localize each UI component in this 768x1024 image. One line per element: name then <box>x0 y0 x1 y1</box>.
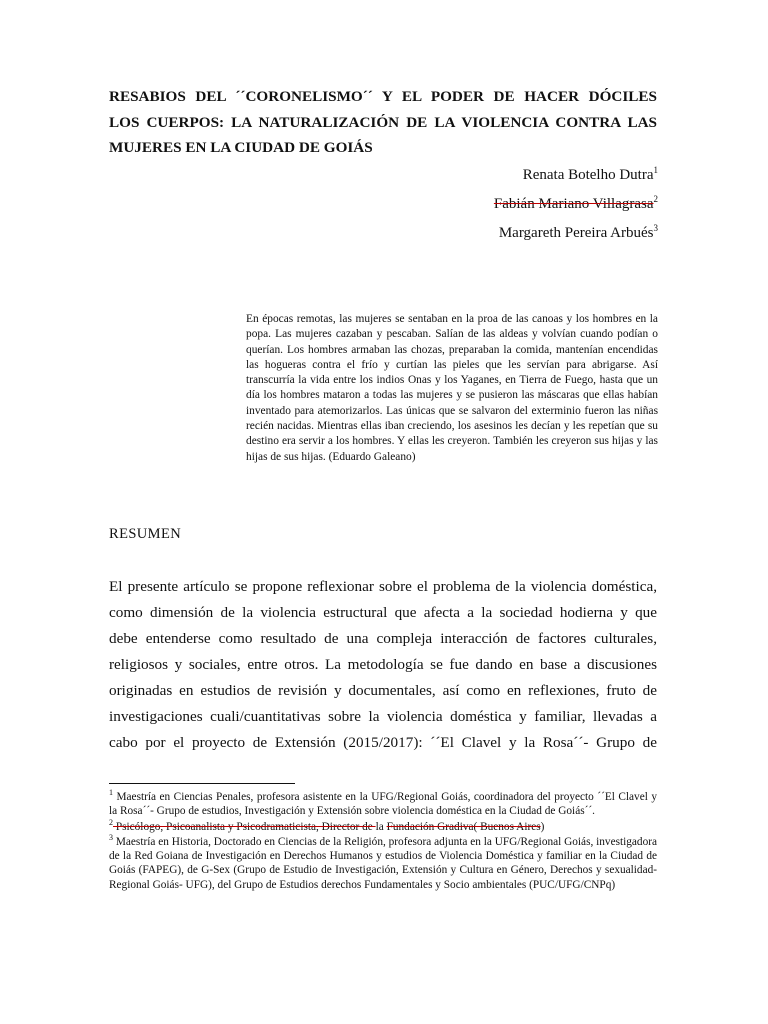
footnote-text: Maestría en Historia, Doctorado en Ciencias de la Religión, profesora adjunta en la UFG/Regional Goiás, investigadora de la Red Goiana de Investigación en Derechos Humanos y estudios de Violencia Doméstica y familiar en la Ciudad de Goiás (FAPEG), de G-Sex (Grupo de Estudio de Investigación, Extensión y Cultura en Género, Derechos y sexualidad- Regional Goiás- UFG), del Grupo de Estudios derechos Fundamentales y Socio ambientales (PUC/UFG/CNPq) <box>109 835 657 891</box>
epigraph-quote: En épocas remotas, las mujeres se sentaban en la proa de las canoas y los hombres en la popa. Las mujeres cazaban y pescaban. Salían de las aldeas y volvían cuando podían o querían. Los hombres armaban las chozas, preparaban la comida, mantenían encendidas las hogueras contra el frío y curtían las pieles que les servían para abrigarse. Así transcurría la vida entre los indios Onas y los Yaganes, en Tierra de Fuego, hasta que un día los hombres mataron a todas las mujeres y se pusieron las máscaras que ellas habían inventado para atemorizarlos. Las únicas que se salvaron del exterminio fueron las niñas recién nacidas. Mientras ellas iban creciendo, los asesinos les decían y les repetían que su destino era servir a los hombres. Y ellas les creyeron. También les creyeron sus hijas y las hijas de sus hijas. (Eduardo Galeano) <box>246 313 658 463</box>
footnote-1 <box>109 790 657 819</box>
body-line: cabo por el proyecto de Extensión (2015/2017): ´´El Clavel y la Rosa´´- Grupo de <box>109 734 657 751</box>
body-line: religiosos y sociales, entre otros. La metodología se fue dando en base a discusiones <box>109 656 657 673</box>
title-line-2: LOS CUERPOS: LA NATURALIZACIÓN DE LA VIOLENCIA CONTRA LAS <box>109 113 657 131</box>
title-line-3: MUJERES EN LA CIUDAD DE GOIÁS <box>109 139 373 156</box>
paper-title <box>109 84 657 161</box>
footnote-mark[interactable]: 1 <box>653 165 658 175</box>
body-line: El presente artículo se propone reflexionar sobre el problema de la violencia doméstica, <box>109 578 657 595</box>
footnote-3 <box>109 835 657 892</box>
footnote-text: ) <box>540 820 545 833</box>
title-line-1: RESABIOS DEL ´´CORONELISMO´´ Y EL PODER DE HACER DÓCILES <box>109 88 657 105</box>
body-line: como dimensión de la violencia estructural que afecta a la sociedad hodierna y que <box>109 604 657 621</box>
footnote-number: 3 <box>109 833 113 843</box>
footnote-text: la <box>375 820 387 833</box>
author-list <box>400 161 658 248</box>
footnote-text-struck: Fundación Gradiva( Buenos Aires <box>386 820 541 833</box>
footnotes <box>109 790 657 893</box>
author-name: Renata Botelho Dutra <box>522 167 654 183</box>
footnote-2 <box>109 817 657 834</box>
abstract-body <box>109 574 657 756</box>
author-3 <box>400 219 658 248</box>
footnote-text-struck: Psicólogo, Psicoanalista y Psicodramaticista, Director de <box>113 820 376 833</box>
author-name: Fabián Mariano Villagrasa <box>493 196 654 212</box>
body-line: originadas en estudios de revisión y documentales, así como en reflexiones, fruto de <box>109 682 657 699</box>
footnote-number: 1 <box>109 788 113 798</box>
body-line: investigaciones cuali/cuantitativas sobre la violencia doméstica y familiar, llevadas a <box>109 708 657 725</box>
footnote-text: Maestría en Ciencias Penales, profesora asistente en la UFG/Regional Goiás, coordinadora del proyecto ´´El Clavel y la Rosa´´- Grupo de estudios, Investigación y Extensión sobre violencia doméstica en la Ciudad de Goiás´´. <box>109 791 657 818</box>
footnote-divider <box>109 783 295 784</box>
author-2 <box>400 190 658 219</box>
author-name: Margareth Pereira Arbués <box>498 225 654 241</box>
section-heading: RESUMEN <box>109 526 182 542</box>
footnote-mark[interactable]: 3 <box>653 223 658 233</box>
footnote-number: 2 <box>109 817 113 827</box>
body-line: debe entenderse como resultado de una compleja interacción de factores culturales, <box>109 630 657 647</box>
author-1 <box>400 161 658 190</box>
footnote-mark[interactable]: 2 <box>653 194 658 204</box>
